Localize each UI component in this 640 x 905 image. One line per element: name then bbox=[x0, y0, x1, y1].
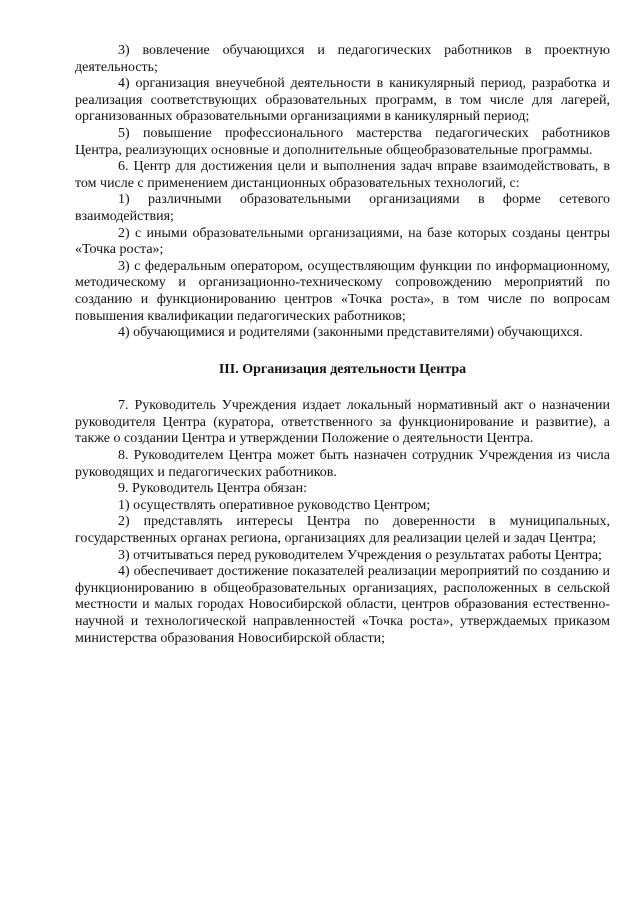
paragraph: 4) обучающимися и родителями (законными представителями) обучающихся. bbox=[118, 325, 583, 341]
document-page bbox=[75, 43, 610, 647]
paragraph: 3) отчитываться перед руководителем Учреждения о результатах работы Центра; bbox=[118, 547, 602, 563]
paragraph: 1) различными образовательными организациями в форме сетевого взаимодействия; bbox=[75, 192, 610, 224]
paragraph: 3) вовлечение обучающихся и педагогических работников в проектную деятельность; bbox=[75, 43, 610, 75]
paragraph: 3) с федеральным оператором, осуществляющим функции по информационному, методическому и организационно-техническому сопровождению мероприятий по созданию и функционированию центров «Точка роста», в том числе по вопросам повышения квалификации педагогических работников; bbox=[75, 258, 610, 324]
paragraph: 2) с иными образовательными организациями, на базе которых созданы центры «Точка роста»; bbox=[75, 225, 610, 258]
paragraph: 4) обеспечивает достижение показателей реализации мероприятий по созданию и функционированию в общеобразовательных организациях, расположенных в сельской местности и малых городах Новосибирской области, центров образования естественно-научной и технологической направленностей «Точка роста», утверждаемых приказом министерства образования Новосибирской области; bbox=[75, 564, 610, 646]
paragraph: 1) осуществлять оперативное руководство Центром; bbox=[118, 497, 431, 513]
section-heading: III. Организация деятельности Центра bbox=[218, 361, 467, 377]
paragraph: 6. Центр для достижения цели и выполнения задач вправе взаимодействовать, в том числе с применением дистанционных образовательных технологий, с: bbox=[75, 159, 610, 191]
paragraph: 9. Руководитель Центра обязан: bbox=[118, 481, 307, 497]
paragraph: 7. Руководитель Учреждения издает локальный нормативный акт о назначении руководителя Центра (куратора, ответственного за функционирование и развитие), а также о создании Центра и утверждении Положение о деятельности Центра. bbox=[75, 398, 610, 447]
paragraph: 8. Руководителем Центра может быть назначен сотрудник Учреждения из числа руководящих и педагогических работников. bbox=[75, 448, 610, 480]
paragraph: 2) представлять интересы Центра по доверенности в муниципальных, государственных органах региона, организациях для реализации целей и задач Центра; bbox=[75, 514, 610, 547]
paragraph: 5) повышение профессионального мастерства педагогических работников Центра, реализующих основные и дополнительные общеобразовательные программы. bbox=[75, 125, 610, 158]
paragraph: 4) организация внеучебной деятельности в каникулярный период, разработка и реализация соответствующих образовательных программ, в том числе для лагерей, организованных образовательными организациями в каникулярный период; bbox=[75, 76, 610, 125]
